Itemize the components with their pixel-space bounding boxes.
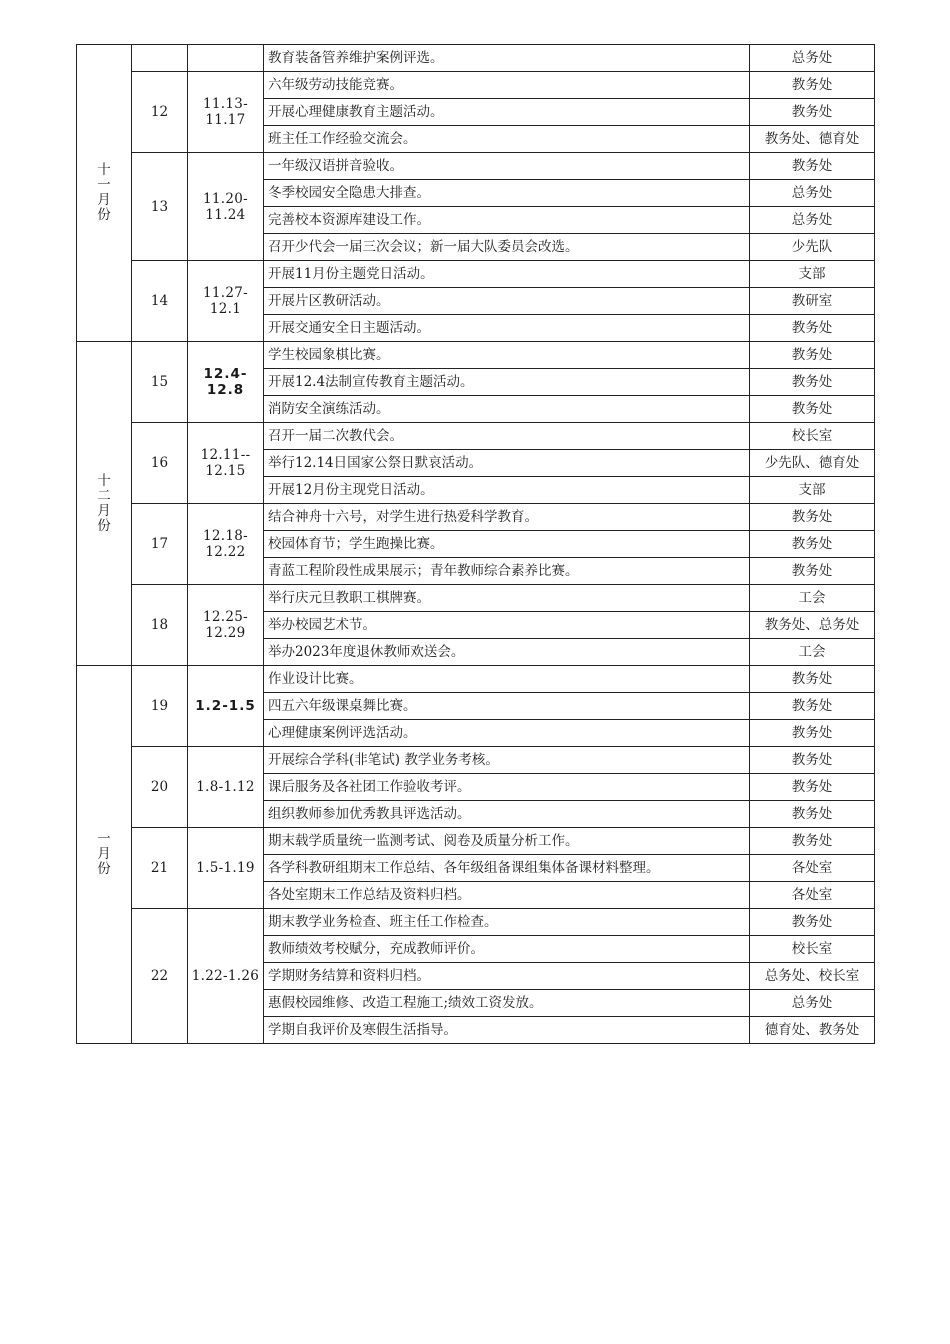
task-text: 举行庆元旦教职工棋牌赛。 (264, 585, 750, 612)
table-row (77, 423, 875, 450)
task-text: 开展12月份主现党日活动。 (264, 477, 750, 504)
task-text: 组织教师参加优秀教具评选活动。 (264, 801, 750, 828)
week-number: 21 (132, 828, 188, 909)
task-text: 六年级劳动技能竞赛。 (264, 72, 750, 99)
week-date-range: 1.5-1.19 (188, 828, 264, 909)
table-row (77, 747, 875, 774)
department-text: 教务处 (750, 504, 875, 531)
week-date-range: 1.22-1.26 (188, 909, 264, 1044)
table-row (77, 342, 875, 369)
week-date-range: 11.27-12.1 (188, 261, 264, 342)
task-text: 完善校本资源库建设工作。 (264, 207, 750, 234)
week-number: 15 (132, 342, 188, 423)
department-text: 教务处、德育处 (750, 126, 875, 153)
task-text: 教师绩效考校赋分，充成教师评价。 (264, 936, 750, 963)
week-number: 20 (132, 747, 188, 828)
task-text: 四五六年级课桌舞比赛。 (264, 693, 750, 720)
department-text: 教务处 (750, 99, 875, 126)
department-text: 教务处 (750, 720, 875, 747)
department-text: 总务处 (750, 207, 875, 234)
department-text: 教务处 (750, 828, 875, 855)
department-text: 教务处 (750, 369, 875, 396)
task-text: 惠假校园维修、改造工程施工;绩效工资发放。 (264, 990, 750, 1017)
month-label: 十二月份 (97, 472, 111, 534)
task-text: 教育装备管养维护案例评选。 (264, 45, 750, 72)
task-text: 学生校园象棋比赛。 (264, 342, 750, 369)
week-number: 12 (132, 72, 188, 153)
week-date-range: 1.2-1.5 (188, 666, 264, 747)
department-text: 教务处 (750, 342, 875, 369)
table-row (77, 72, 875, 99)
week-date-range: 12.18- 12.22 (188, 504, 264, 585)
month-cell (77, 666, 132, 1044)
department-text: 总务处 (750, 180, 875, 207)
task-text: 开展心理健康教育主题活动。 (264, 99, 750, 126)
department-text: 支部 (750, 261, 875, 288)
task-text: 校园体育节；学生跑操比赛。 (264, 531, 750, 558)
department-text: 教务处 (750, 666, 875, 693)
table-row (77, 504, 875, 531)
week-number: 13 (132, 153, 188, 261)
week-date-range: 12.25- 12.29 (188, 585, 264, 666)
table-row (77, 909, 875, 936)
table-row (77, 585, 875, 612)
task-text: 班主任工作经验交流会。 (264, 126, 750, 153)
department-text: 教务处 (750, 801, 875, 828)
department-text: 教务处 (750, 72, 875, 99)
week-number: 18 (132, 585, 188, 666)
task-text: 青蓝工程阶段性成果展示；青年教师综合素养比赛。 (264, 558, 750, 585)
department-text: 总务处 (750, 990, 875, 1017)
task-text: 作业设计比赛。 (264, 666, 750, 693)
week-number: 19 (132, 666, 188, 747)
month-label: 十一月份 (97, 162, 111, 223)
table-row (77, 45, 875, 72)
department-text: 各处室 (750, 882, 875, 909)
department-text: 教研室 (750, 288, 875, 315)
task-text: 举行12.14日国家公祭日默哀活动。 (264, 450, 750, 477)
department-text: 教务处 (750, 558, 875, 585)
task-text: 开展交通安全日主题活动。 (264, 315, 750, 342)
department-text: 教务处 (750, 693, 875, 720)
task-text: 消防安全演练活动。 (264, 396, 750, 423)
week-date-range: 12.11-- 12.15 (188, 423, 264, 504)
department-text: 教务处 (750, 909, 875, 936)
department-text: 工会 (750, 639, 875, 666)
table-row (77, 261, 875, 288)
task-text: 举办2023年度退休教师欢送会。 (264, 639, 750, 666)
task-text: 举办校园艺术节。 (264, 612, 750, 639)
task-text: 冬季校园安全隐患大排查。 (264, 180, 750, 207)
week-date-range: 11.20- 11.24 (188, 153, 264, 261)
task-text: 一年级汉语拼音验收。 (264, 153, 750, 180)
department-text: 教务处 (750, 153, 875, 180)
department-text: 教务处 (750, 747, 875, 774)
department-text: 教务处 (750, 396, 875, 423)
task-text: 召开少代会一届三次会议；新一届大队委员会改选。 (264, 234, 750, 261)
task-text: 召开一届二次教代会。 (264, 423, 750, 450)
week-number (132, 45, 188, 72)
task-text: 各学科教研组期末工作总结、各年级组备课组集体备课材料整理。 (264, 855, 750, 882)
week-date-range (188, 45, 264, 72)
task-text: 期末载学质量统一监测考试、阅卷及质量分析工作。 (264, 828, 750, 855)
task-text: 开展11月份主题党日活动。 (264, 261, 750, 288)
month-label: 一月份 (97, 831, 111, 877)
task-text: 开展12.4法制宣传教育主题活动。 (264, 369, 750, 396)
task-text: 开展综合学科(非笔试) 教学业务考核。 (264, 747, 750, 774)
table-row (77, 828, 875, 855)
department-text: 少先队、德育处 (750, 450, 875, 477)
table-row (77, 666, 875, 693)
department-text: 总务处、校长室 (750, 963, 875, 990)
week-number: 16 (132, 423, 188, 504)
week-number: 22 (132, 909, 188, 1044)
week-date-range: 1.8-1.12 (188, 747, 264, 828)
task-text: 心理健康案例评选活动。 (264, 720, 750, 747)
department-text: 教务处 (750, 774, 875, 801)
department-text: 总务处 (750, 45, 875, 72)
task-text: 学期财务结算和资料归档。 (264, 963, 750, 990)
department-text: 工会 (750, 585, 875, 612)
department-text: 教务处 (750, 531, 875, 558)
department-text: 教务处 (750, 315, 875, 342)
department-text: 教务处、总务处 (750, 612, 875, 639)
department-text: 支部 (750, 477, 875, 504)
task-text: 学期自我评价及寒假生活指导。 (264, 1017, 750, 1044)
schedule-table (76, 44, 875, 1044)
week-date-range: 11.13- 11.17 (188, 72, 264, 153)
month-cell (77, 342, 132, 666)
schedule-body (77, 45, 875, 1044)
department-text: 校长室 (750, 423, 875, 450)
department-text: 校长室 (750, 936, 875, 963)
department-text: 少先队 (750, 234, 875, 261)
week-number: 17 (132, 504, 188, 585)
department-text: 德育处、教务处 (750, 1017, 875, 1044)
department-text: 各处室 (750, 855, 875, 882)
task-text: 期末教学业务检查、班主任工作检查。 (264, 909, 750, 936)
task-text: 结合神舟十六号，对学生进行热爱科学教育。 (264, 504, 750, 531)
task-text: 开展片区教研活动。 (264, 288, 750, 315)
task-text: 各处室期末工作总结及资料归档。 (264, 882, 750, 909)
task-text: 课后服务及各社团工作验收考评。 (264, 774, 750, 801)
month-cell (77, 45, 132, 342)
table-row (77, 153, 875, 180)
week-number: 14 (132, 261, 188, 342)
week-date-range: 12.4- 12.8 (188, 342, 264, 423)
